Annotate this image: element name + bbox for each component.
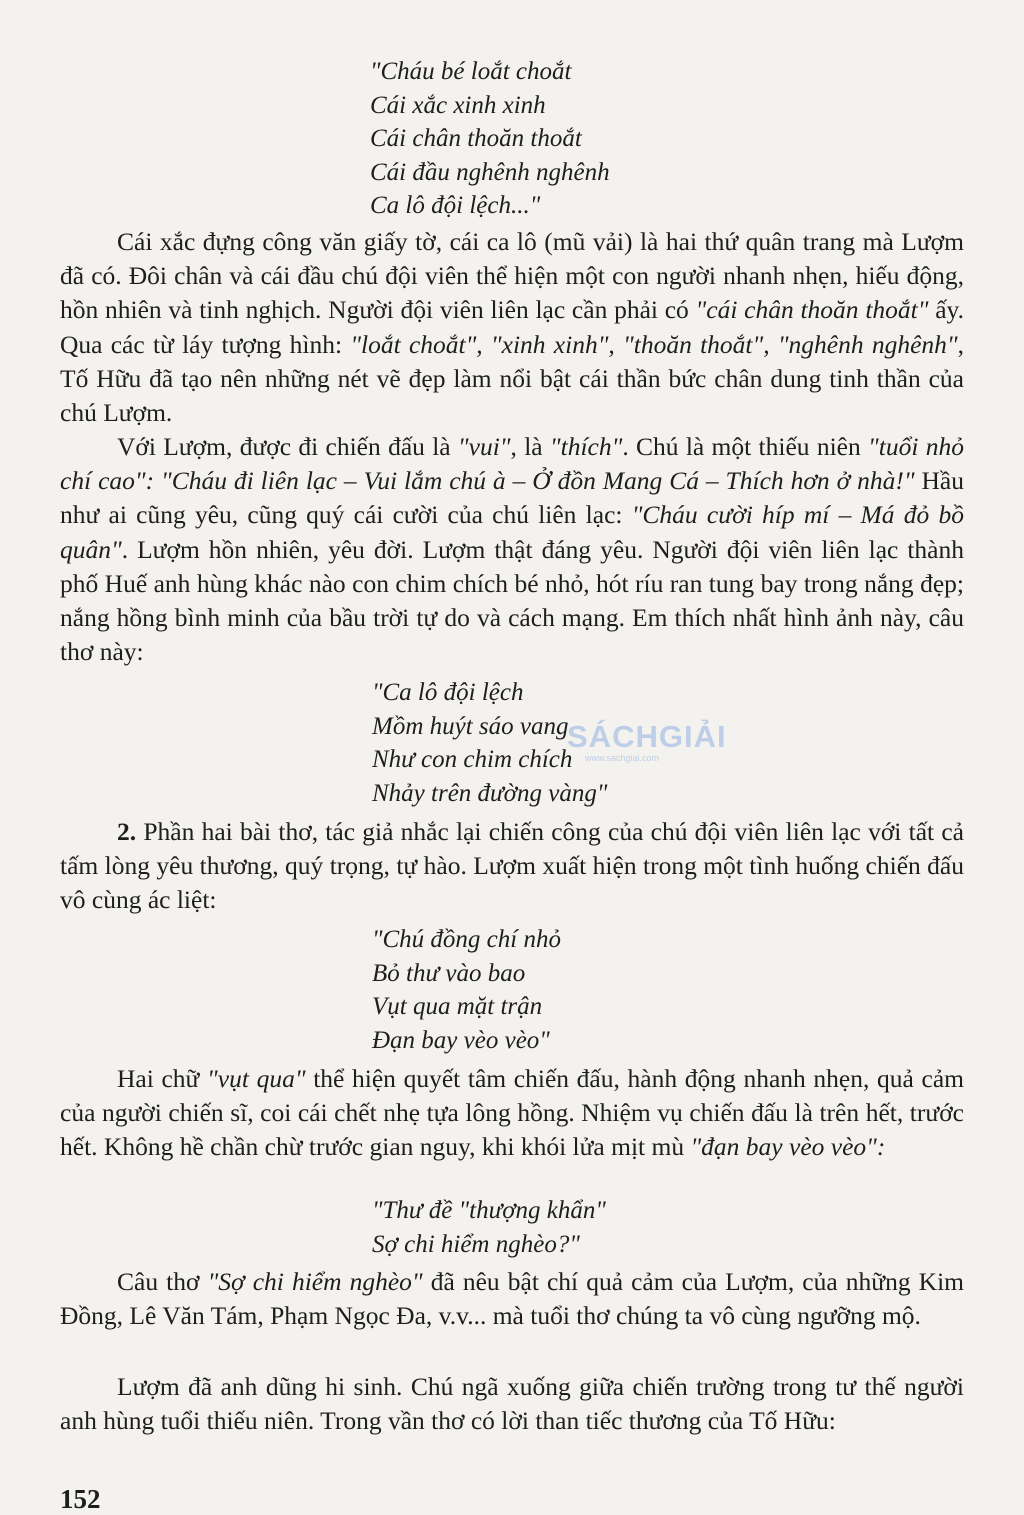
text-run: . Lượm hồn nhiên, yêu đời. Lượm thật đáng yêu. Người đội viên liên lạc thành phố Huế anh hùng khác nào con chim chích bé nhỏ, hót ríu ran tung bay trong nắng đẹp; nắng hồng bình minh của bầu trời tự do và cách mạng. Em thích nhất hình ảnh này, câu thơ này: [60,534,964,667]
poem-line: Bỏ thư vào bao [372,959,526,987]
text-run: Cái xắc đựng công văn giấy tờ, cái ca lô (mũ vải) là hai thứ quân trang mà Lượm đã có. Đôi chân và cái đầu chú đội viên thể hiện một con người nhanh nhẹn, hiếu động, hồn nhiên và tinh nghịch. Người đội viên liên lạc cần phải có [60,227,964,325]
poem-line: Cái xắc xinh xinh [370,91,546,119]
poem-line: Như con chim chích [372,746,573,773]
page-number: 152 [60,1484,101,1514]
quoted-text: "Cháu cười híp mí – Má đỏ bồ quân" [60,500,964,564]
paragraph-5 [60,1265,964,1333]
text-run: thể hiện quyết tâm chiến đấu, hành động nhanh nhẹn, quả cảm của người chiến sĩ, coi cái chết nhẹ tựa lông hồng. Nhiệm vụ chiến đấu là trên hết, trước hết. Không hề chần chừ trước gian nguy, khi khói lửa mịt mù [60,1064,964,1162]
poem-line: Đạn bay vèo vèo" [372,1026,550,1054]
quoted-text: "tuổi nhỏ chí cao": "Cháu đi liên lạc – Vui lắm chú à – Ở đồn Mang Cá – Thích hơn ở nhà!" [60,432,964,496]
section-number: 2. [117,817,137,846]
poem-line: "Chú đồng chí nhỏ [372,926,561,953]
text-run: , Tố Hữu đã tạo nên những nét vẽ đẹp làm nổi bật cái thần bức chân dung tinh thần của chú Lượm. [60,329,964,428]
text-run: Phần hai bài thơ, tác giả nhắc lại chiến công của chú đội viên liên lạc với tất cả tấm lòng yêu thương, quý trọng, tự hào. Lượm xuất hiện trong một tình huống chiến đấu vô cùng ác liệt: [60,817,964,915]
text-run: , là [510,432,550,461]
poem-stanza-4 [372,1194,606,1261]
poem-line: "Cháu bé loắt choắt [370,58,572,85]
text-run: . Chú là một thiếu niên [622,432,869,461]
poem-line: Sợ chi hiểm nghèo?" [372,1230,580,1258]
poem-line: Mồm huýt sáo vang [372,712,569,740]
poem-line: Vụt qua mặt trận [372,993,543,1020]
paragraph-3 [60,815,964,918]
quoted-text: "vụt qua" [207,1064,306,1093]
paragraph-1 [60,225,964,430]
paragraph-6: Lượm đã anh dũng hi sinh. Chú ngã xuống giữa chiến trường trong tư thế người anh hùng tuổi thiếu niên. Trong vần thơ có lời than tiếc thương của Tố Hữu: [60,1372,964,1436]
poem-stanza-3 [372,923,561,1057]
poem-stanza-1 [370,55,610,223]
sachgiai-watermark [567,719,727,770]
quoted-text: "đạn bay vèo vèo": [690,1132,886,1162]
text-run: đã nêu bật chí quả cảm của Lượm, của những Kim Đồng, Lê Văn Tám, Phạm Ngọc Đa, v.v... mà tuổi thơ chúng ta vô cùng ngưỡng mộ. [60,1267,964,1331]
quoted-text: "cái chân thoăn thoắt" [695,295,929,325]
text-run: Với Lượm, được đi chiến đấu là [117,432,458,461]
quoted-text: "Sợ chi hiểm nghèo" [207,1267,423,1296]
quoted-text: "thích" [549,432,623,461]
poem-line: "Ca lô đội lệch [372,679,524,706]
text-run: Hầu như ai cũng yêu, cũng quý cái cười của chú liên lạc: [60,466,965,530]
watermark-site: www.sachgiai.com [584,753,660,763]
text-run: Câu thơ [117,1267,208,1296]
poem-line: Cái chân thoăn thoắt [370,125,582,152]
watermark-brand: SÁCHGIẢI [567,719,727,754]
poem-line: "Thư đề "thượng khẩn" [372,1197,606,1224]
poem-line: Nhảy trên đường vàng" [372,779,608,807]
quoted-text: "loắt choắt", "xinh xinh", "thoăn thoắt", "nghênh nghênh" [350,329,958,359]
paragraph-2 [60,430,964,669]
text-run: ấy. Qua các từ láy tượng hình: [60,295,964,359]
poem-line: Ca lô đội lệch..." [370,192,541,219]
text-run: Hai chữ [117,1064,208,1093]
quoted-text: "vui" [457,432,511,461]
paragraph-4 [60,1062,964,1165]
poem-line: Cái đầu nghênh nghênh [370,158,610,186]
